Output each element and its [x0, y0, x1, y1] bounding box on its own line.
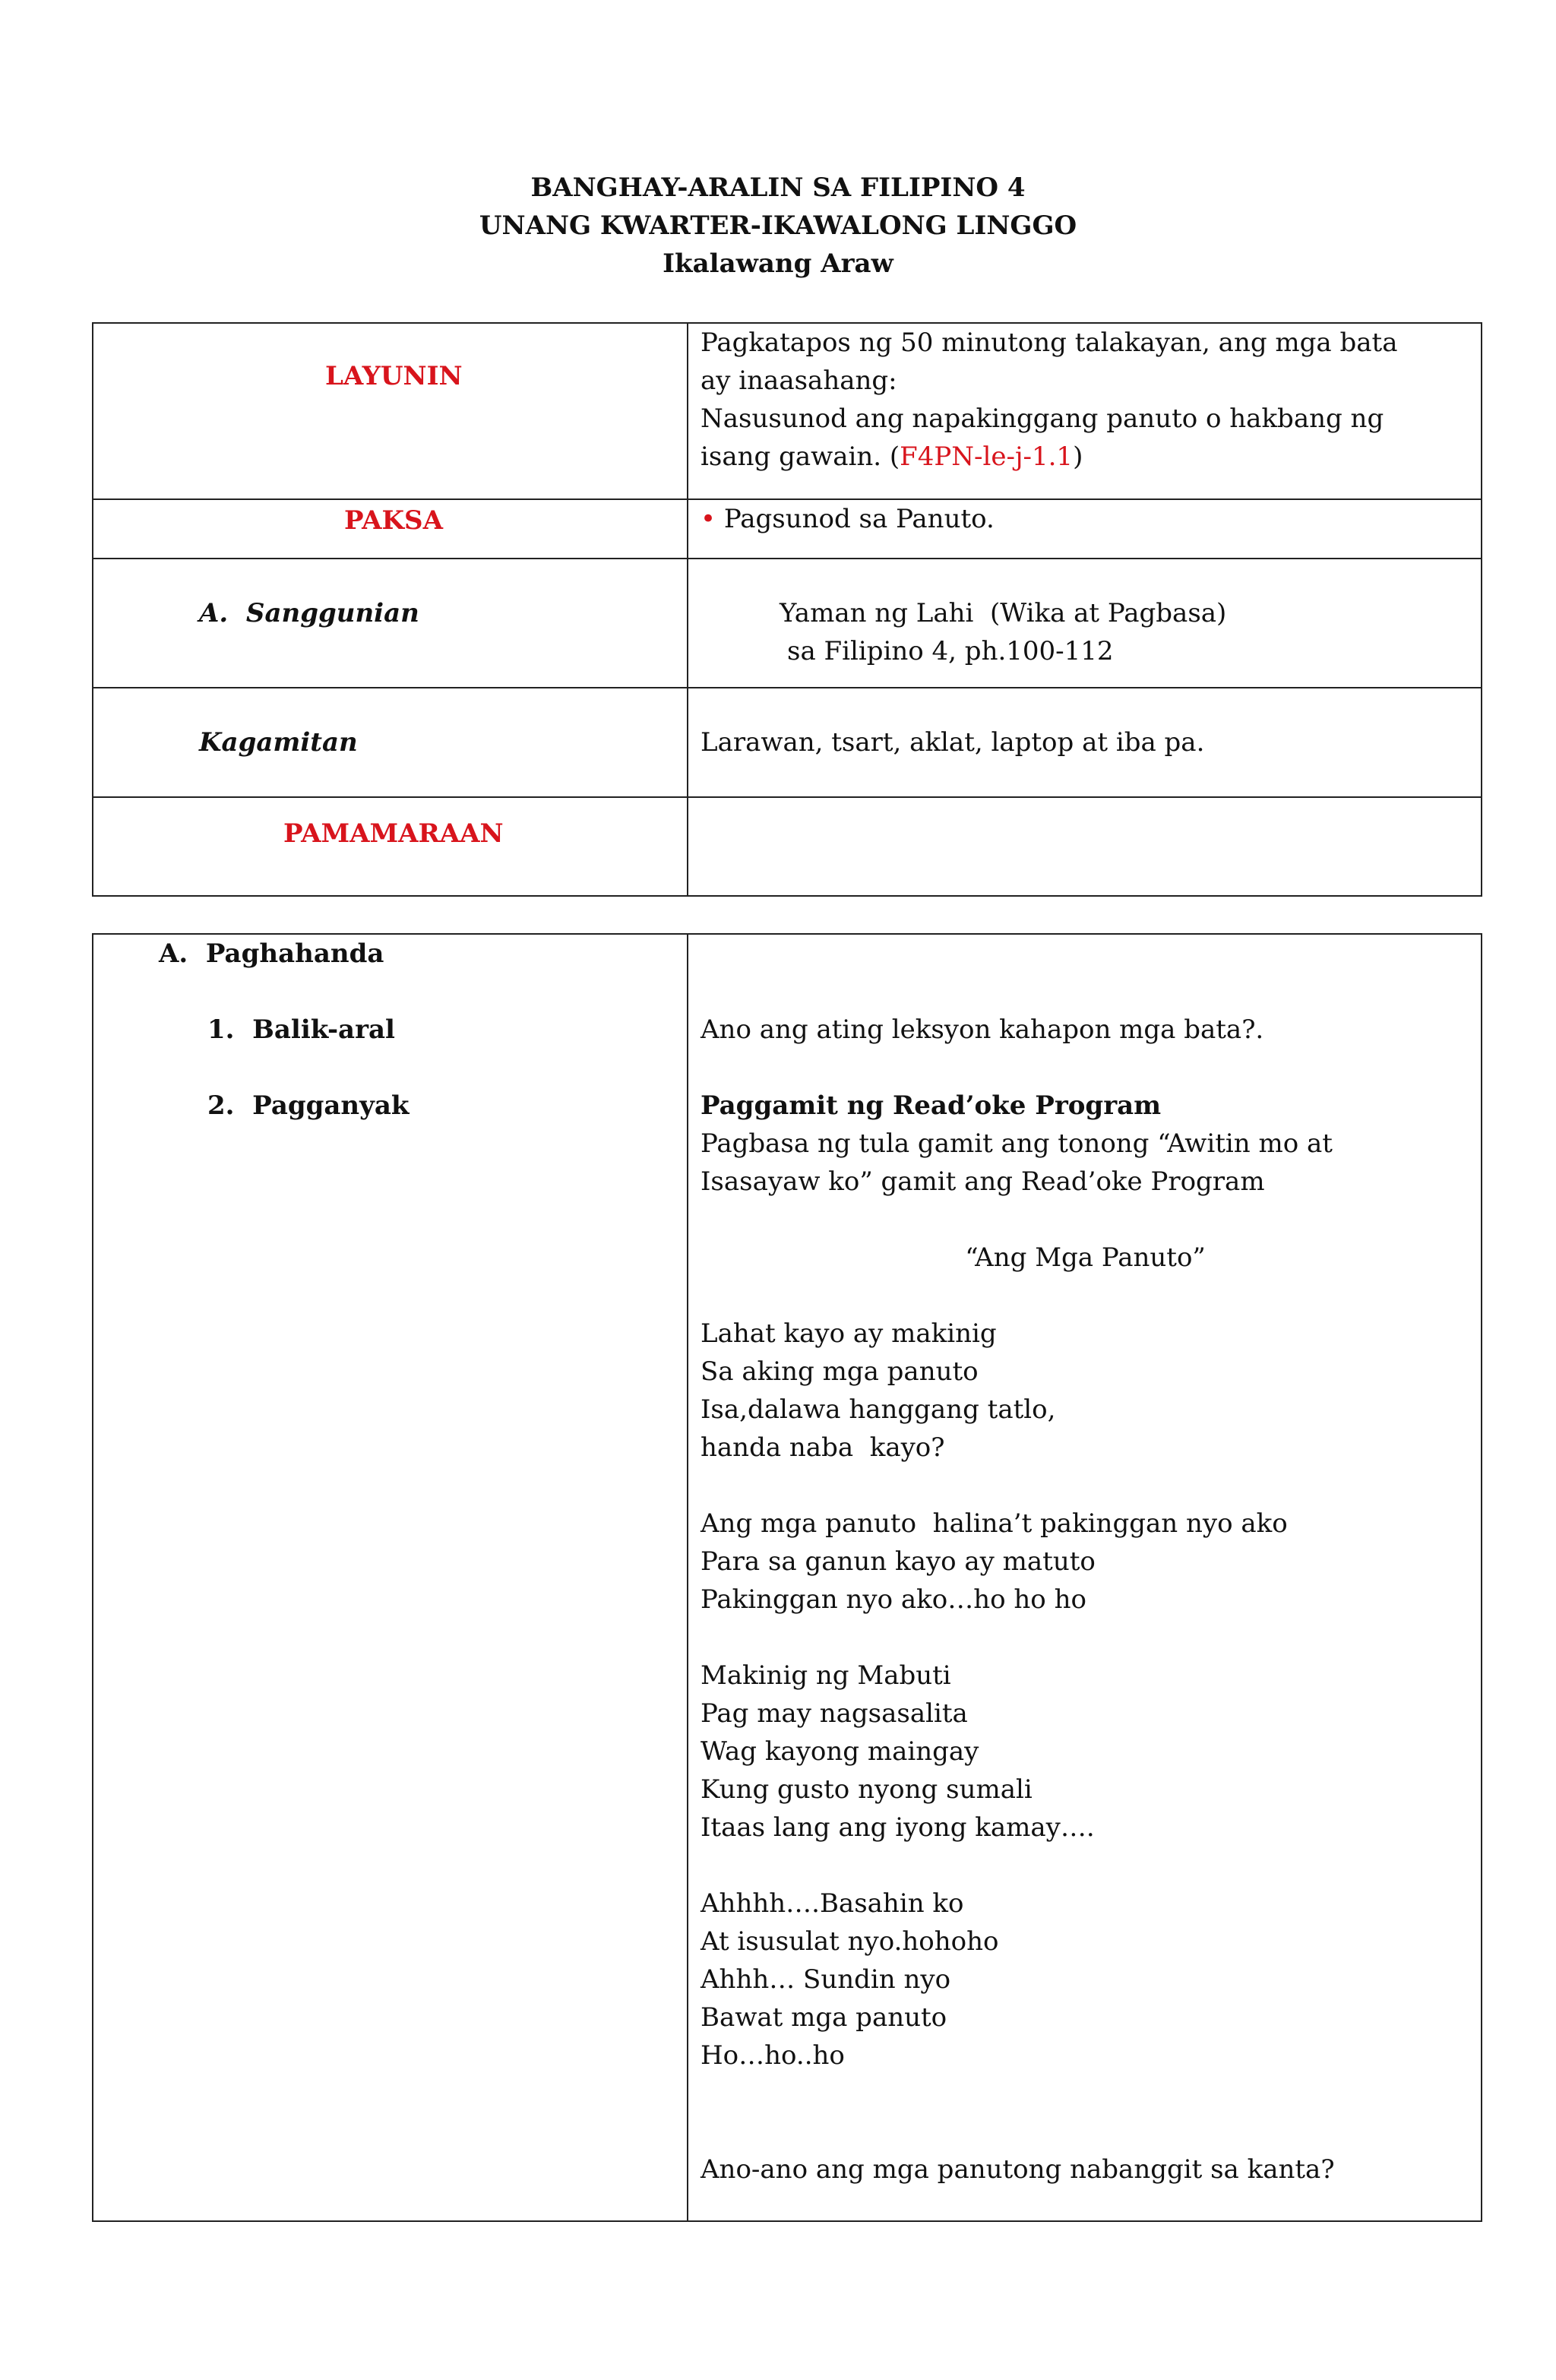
stanza-line: Kung gusto nyong sumali	[701, 1774, 1033, 1805]
title-line-3: Ikalawang Araw	[663, 248, 893, 279]
balik-aral-question: Ano ang ating leksyon kahapon mga bata?.	[701, 1014, 1264, 1045]
stanza-line: Wag kayong maingay	[701, 1736, 979, 1767]
paksa-item: • Pagsunod sa Panuto.	[701, 504, 995, 534]
cell-layunin-label	[93, 323, 688, 499]
cell-kagamitan-text	[688, 688, 1482, 797]
cell-procedure-steps	[93, 934, 688, 2221]
layunin-text-1: Pagkatapos ng 50 minutong talakayan, ang mga bata	[701, 328, 1398, 358]
stanza-line: Ahhhh….Basahin ko	[701, 1888, 964, 1919]
row-paksa	[93, 499, 1482, 559]
pamamaraan-label: PAMAMARAAN	[283, 818, 504, 849]
stanza-line: Para sa ganun kayo ay matuto	[701, 1546, 1096, 1577]
sanggunian-label: A. Sanggunian	[199, 598, 419, 628]
cell-sanggunian-label	[93, 559, 688, 688]
cell-paksa-text	[688, 499, 1482, 559]
program-title: Paggamit ng Read’oke Program	[701, 1090, 1162, 1121]
row-paghahanda	[93, 934, 1482, 2221]
procedure-table	[92, 933, 1482, 2222]
stanza-line: Itaas lang ang iyong kamay….	[701, 1812, 1095, 1843]
sanggunian-text-1: Yaman ng Lahi (Wika at Pagbasa)	[780, 598, 1227, 628]
row-layunin	[93, 323, 1482, 499]
stanza-line: handa naba kayo?	[701, 1432, 945, 1463]
layunin-label: LAYUNIN	[325, 361, 463, 391]
stanza-line: Pag may nagsasalita	[701, 1698, 968, 1729]
cell-sanggunian-text	[688, 559, 1482, 688]
stanza-line: At isusulat nyo.hohoho	[701, 1926, 999, 1957]
layunin-text-3: Nasusunod ang napakinggang panuto o hakbang ng	[701, 404, 1384, 434]
stanza-line: Ho…ho..ho	[701, 2040, 845, 2071]
stanza-line: Pakinggan nyo ako…ho ho ho	[701, 1584, 1086, 1615]
kagamitan-label: Kagamitan	[199, 727, 358, 758]
cell-layunin-text	[688, 323, 1482, 499]
stanza-line: Lahat kayo ay makinig	[701, 1318, 997, 1349]
row-kagamitan	[93, 688, 1482, 797]
stanza-line: Isa,dalawa hanggang tatlo,	[701, 1394, 1056, 1425]
stanza-line: Ahhh… Sundin nyo	[701, 1964, 951, 1995]
pagganyak-label: 2. Pagganyak	[207, 1090, 410, 1121]
balik-aral-label: 1. Balik-aral	[207, 1014, 395, 1045]
overview-table	[92, 322, 1482, 897]
stanza-line: Bawat mga panuto	[701, 2002, 947, 2033]
intro-line-2: Isasayaw ko” gamit ang Read’oke Program	[701, 1166, 1265, 1197]
layunin-text-4: isang gawain. (F4PN-le-j-1.1)	[701, 442, 1083, 472]
bullet-icon: •	[701, 504, 716, 534]
stanza-line: Makinig ng Mabuti	[701, 1660, 951, 1691]
stanza-line: Ang mga panuto halina’t pakinggan nyo ako	[701, 1508, 1288, 1539]
cell-pamamaraan-label	[93, 797, 688, 896]
title-line-1: BANGHAY-ARALIN SA FILIPINO 4	[530, 172, 1026, 203]
row-sanggunian	[93, 559, 1482, 688]
kagamitan-text: Larawan, tsart, aklat, laptop at iba pa.	[701, 727, 1205, 758]
competency-code: F4PN-le-j-1.1	[900, 442, 1074, 472]
cell-kagamitan-label	[93, 688, 688, 797]
closing-question: Ano-ano ang mga panutong nabanggit sa kanta?	[701, 2154, 1335, 2185]
cell-procedure-content	[688, 934, 1482, 2221]
sanggunian-text-2: sa Filipino 4, ph.100-112	[787, 636, 1114, 666]
cell-paksa-label	[93, 499, 688, 559]
procedure-content	[688, 935, 1481, 2189]
stanza-line: Sa aking mga panuto	[701, 1356, 979, 1387]
intro-line-1: Pagbasa ng tula gamit ang tonong “Awitin mo at	[701, 1128, 1333, 1159]
song-title: “Ang Mga Panuto”	[965, 1242, 1206, 1273]
cell-pamamaraan-empty	[688, 797, 1482, 896]
layunin-text-2: ay inaasahang:	[701, 366, 897, 396]
title-line-2: UNANG KWARTER-IKAWALONG LINGGO	[479, 210, 1077, 241]
paghahanda-label: A. Paghahanda	[159, 938, 384, 969]
row-pamamaraan	[93, 797, 1482, 896]
paksa-label: PAKSA	[344, 505, 443, 536]
